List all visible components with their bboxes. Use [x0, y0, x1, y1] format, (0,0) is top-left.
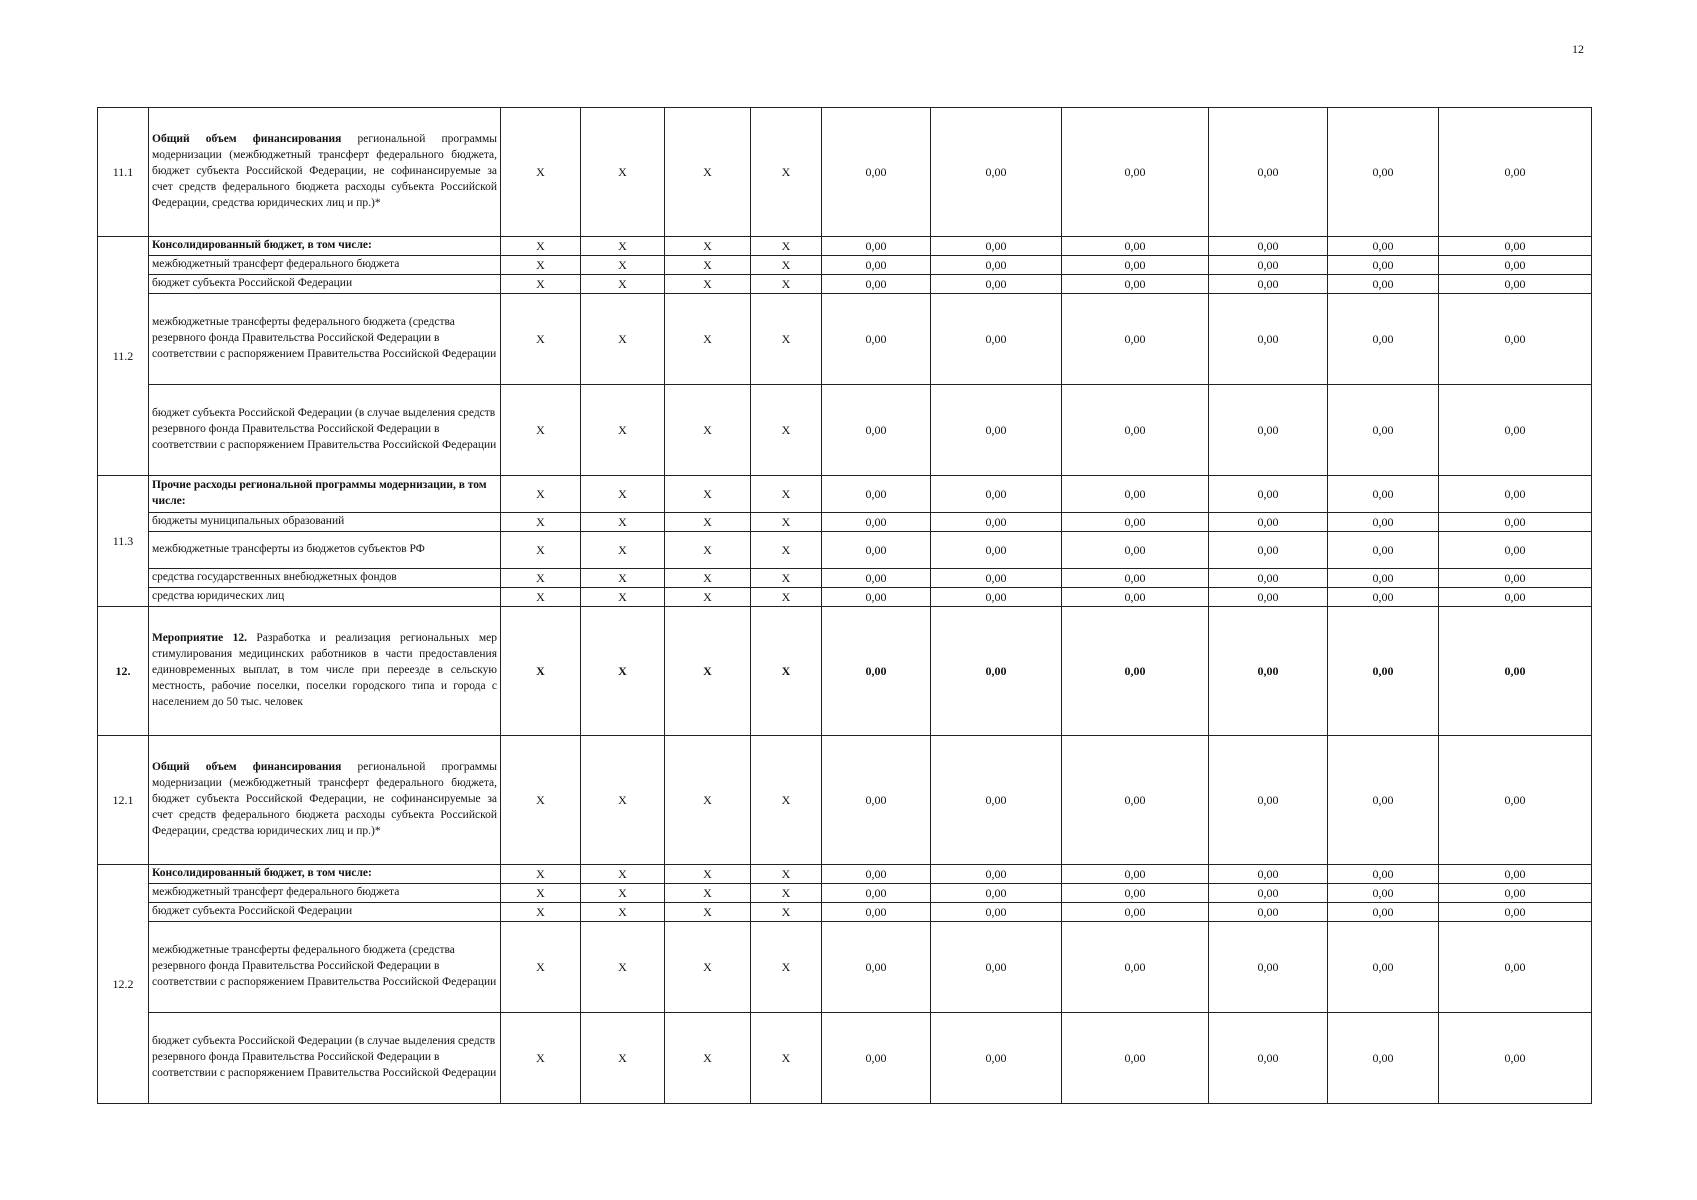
x-cell: X: [581, 385, 665, 476]
x-cell: X: [665, 903, 751, 922]
amount-cell: 0,00: [1209, 736, 1328, 865]
description-cell: [149, 865, 501, 884]
table-body: [98, 108, 1592, 1104]
description-lead: Мероприятие 12.: [152, 632, 247, 645]
description-cell: [149, 569, 501, 588]
x-cell: X: [581, 922, 665, 1013]
table-row: [98, 513, 1592, 532]
x-cell: X: [501, 865, 581, 884]
amount-cell: 0,00: [1328, 884, 1439, 903]
amount-cell: 0,00: [822, 588, 931, 607]
x-cell: X: [501, 513, 581, 532]
amount-cell: 0,00: [1209, 865, 1328, 884]
amount-cell: 0,00: [1062, 108, 1209, 237]
x-cell: X: [501, 476, 581, 513]
description-text: бюджет субъекта Российской Федерации: [152, 277, 353, 290]
amount-cell: 0,00: [1209, 513, 1328, 532]
x-cell: X: [581, 903, 665, 922]
row-number-cell: 12.: [98, 607, 149, 736]
amount-cell: 0,00: [1439, 865, 1592, 884]
amount-cell: 0,00: [1209, 476, 1328, 513]
amount-cell: 0,00: [822, 1013, 931, 1104]
amount-cell: 0,00: [931, 532, 1062, 569]
x-cell: X: [751, 607, 822, 736]
x-cell: X: [751, 903, 822, 922]
page-number: 12: [1572, 42, 1584, 56]
x-cell: X: [581, 607, 665, 736]
row-number-cell: 11.2: [98, 237, 149, 476]
amount-cell: 0,00: [1439, 476, 1592, 513]
amount-cell: 0,00: [931, 588, 1062, 607]
amount-cell: 0,00: [1209, 569, 1328, 588]
amount-cell: 0,00: [1328, 476, 1439, 513]
description-cell: [149, 1013, 501, 1104]
amount-cell: 0,00: [822, 476, 931, 513]
amount-cell: 0,00: [931, 237, 1062, 256]
x-cell: X: [665, 385, 751, 476]
description-text: бюджет субъекта Российской Федерации (в случае выделения средств резервного фонда Правительства Российской Федерации в соответствии с распоряжением Правительства Российской Федерации: [152, 1035, 497, 1079]
amount-cell: 0,00: [1328, 569, 1439, 588]
amount-cell: 0,00: [1328, 385, 1439, 476]
x-cell: X: [665, 237, 751, 256]
amount-cell: 0,00: [822, 569, 931, 588]
amount-cell: 0,00: [931, 736, 1062, 865]
amount-cell: 0,00: [1209, 922, 1328, 1013]
description-text: бюджет субъекта Российской Федерации: [152, 905, 353, 918]
amount-cell: 0,00: [931, 385, 1062, 476]
amount-cell: 0,00: [1439, 588, 1592, 607]
amount-cell: 0,00: [1328, 275, 1439, 294]
x-cell: X: [501, 275, 581, 294]
table-row: [98, 922, 1592, 1013]
x-cell: X: [665, 588, 751, 607]
amount-cell: 0,00: [1328, 1013, 1439, 1104]
x-cell: X: [665, 476, 751, 513]
amount-cell: 0,00: [1328, 256, 1439, 275]
table-row: [98, 865, 1592, 884]
description-text: бюджеты муниципальных образований: [152, 515, 345, 528]
description-cell: [149, 294, 501, 385]
description-cell: [149, 513, 501, 532]
amount-cell: 0,00: [1062, 294, 1209, 385]
amount-cell: 0,00: [1209, 588, 1328, 607]
amount-cell: 0,00: [1062, 884, 1209, 903]
x-cell: X: [751, 294, 822, 385]
x-cell: X: [581, 237, 665, 256]
financing-table: [97, 107, 1592, 1104]
x-cell: X: [665, 294, 751, 385]
x-cell: X: [665, 569, 751, 588]
amount-cell: 0,00: [1328, 922, 1439, 1013]
amount-cell: 0,00: [822, 294, 931, 385]
description-cell: [149, 108, 501, 237]
x-cell: X: [665, 513, 751, 532]
x-cell: X: [581, 513, 665, 532]
amount-cell: 0,00: [931, 903, 1062, 922]
x-cell: X: [665, 922, 751, 1013]
amount-cell: 0,00: [1209, 237, 1328, 256]
x-cell: X: [751, 256, 822, 275]
amount-cell: 0,00: [1062, 476, 1209, 513]
amount-cell: 0,00: [931, 476, 1062, 513]
table-row: [98, 385, 1592, 476]
amount-cell: 0,00: [822, 532, 931, 569]
description-cell: [149, 588, 501, 607]
amount-cell: 0,00: [1062, 256, 1209, 275]
amount-cell: 0,00: [931, 513, 1062, 532]
x-cell: X: [501, 569, 581, 588]
x-cell: X: [581, 736, 665, 865]
amount-cell: 0,00: [1062, 569, 1209, 588]
amount-cell: 0,00: [822, 922, 931, 1013]
amount-cell: 0,00: [1209, 903, 1328, 922]
amount-cell: 0,00: [931, 1013, 1062, 1104]
description-text: региональной программы модернизации (межбюджетный трансферт федерального бюджета, бюджет субъекта Российской Федерации, не софинансируемые за счет средств федерального бюджета расходы субъекта Российской Федерации, средства юридических лиц и пр.)*: [152, 133, 498, 209]
amount-cell: 0,00: [931, 569, 1062, 588]
amount-cell: 0,00: [931, 256, 1062, 275]
x-cell: X: [581, 569, 665, 588]
description-text: межбюджетный трансферт федерального бюджета: [152, 886, 400, 899]
amount-cell: 0,00: [1062, 275, 1209, 294]
x-cell: X: [751, 736, 822, 865]
amount-cell: 0,00: [1439, 513, 1592, 532]
amount-cell: 0,00: [1439, 903, 1592, 922]
description-text: межбюджетные трансферты из бюджетов субъектов РФ: [152, 543, 425, 556]
amount-cell: 0,00: [1439, 569, 1592, 588]
x-cell: X: [581, 865, 665, 884]
x-cell: X: [665, 256, 751, 275]
amount-cell: 0,00: [1062, 588, 1209, 607]
x-cell: X: [581, 275, 665, 294]
amount-cell: 0,00: [1328, 237, 1439, 256]
amount-cell: 0,00: [1328, 865, 1439, 884]
table-row: [98, 476, 1592, 513]
x-cell: X: [751, 275, 822, 294]
table-row: [98, 275, 1592, 294]
x-cell: X: [751, 1013, 822, 1104]
amount-cell: 0,00: [1209, 1013, 1328, 1104]
row-number-cell: 12.2: [98, 865, 149, 1104]
x-cell: X: [501, 237, 581, 256]
amount-cell: 0,00: [1209, 108, 1328, 237]
amount-cell: 0,00: [1328, 588, 1439, 607]
amount-cell: 0,00: [931, 884, 1062, 903]
amount-cell: 0,00: [822, 607, 931, 736]
x-cell: X: [665, 736, 751, 865]
x-cell: X: [581, 532, 665, 569]
amount-cell: 0,00: [1439, 275, 1592, 294]
description-cell: [149, 903, 501, 922]
amount-cell: 0,00: [931, 865, 1062, 884]
amount-cell: 0,00: [1328, 903, 1439, 922]
x-cell: X: [501, 922, 581, 1013]
amount-cell: 0,00: [1439, 922, 1592, 1013]
amount-cell: 0,00: [1328, 513, 1439, 532]
x-cell: X: [665, 884, 751, 903]
table-row: [98, 1013, 1592, 1104]
amount-cell: 0,00: [1062, 736, 1209, 865]
amount-cell: 0,00: [1062, 922, 1209, 1013]
amount-cell: 0,00: [1062, 607, 1209, 736]
table-row: [98, 569, 1592, 588]
x-cell: X: [501, 1013, 581, 1104]
amount-cell: 0,00: [822, 903, 931, 922]
amount-cell: 0,00: [822, 108, 931, 237]
description-cell: [149, 476, 501, 513]
x-cell: X: [581, 588, 665, 607]
x-cell: X: [501, 903, 581, 922]
amount-cell: 0,00: [1209, 532, 1328, 569]
description-cell: [149, 607, 501, 736]
description-lead: Прочие расходы региональной программы модернизации, в том числе:: [152, 479, 487, 507]
description-cell: [149, 275, 501, 294]
description-lead: Общий объем финансирования: [152, 761, 342, 774]
amount-cell: 0,00: [1439, 256, 1592, 275]
x-cell: X: [501, 108, 581, 237]
x-cell: X: [751, 569, 822, 588]
amount-cell: 0,00: [822, 865, 931, 884]
amount-cell: 0,00: [1062, 513, 1209, 532]
amount-cell: 0,00: [931, 108, 1062, 237]
x-cell: X: [665, 607, 751, 736]
x-cell: X: [751, 922, 822, 1013]
amount-cell: 0,00: [822, 513, 931, 532]
x-cell: X: [581, 256, 665, 275]
table-row: [98, 884, 1592, 903]
x-cell: X: [751, 108, 822, 237]
description-lead: Консолидированный бюджет, в том числе:: [152, 239, 372, 252]
table-row: [98, 256, 1592, 275]
table-row: [98, 588, 1592, 607]
x-cell: X: [751, 385, 822, 476]
table-row: [98, 237, 1592, 256]
row-number-cell: 11.3: [98, 476, 149, 607]
amount-cell: 0,00: [822, 884, 931, 903]
amount-cell: 0,00: [1439, 1013, 1592, 1104]
description-cell: [149, 922, 501, 1013]
description-lead: Консолидированный бюджет, в том числе:: [152, 867, 372, 880]
amount-cell: 0,00: [931, 294, 1062, 385]
table-row: [98, 736, 1592, 865]
amount-cell: 0,00: [931, 607, 1062, 736]
x-cell: X: [665, 865, 751, 884]
amount-cell: 0,00: [822, 385, 931, 476]
row-number-cell: 12.1: [98, 736, 149, 865]
amount-cell: 0,00: [1328, 607, 1439, 736]
description-text: межбюджетные трансферты федерального бюджета (средства резервного фонда Правительства Российской Федерации в соответствии с распоряжением Правительства Российской Федерации: [152, 944, 497, 988]
amount-cell: 0,00: [1439, 607, 1592, 736]
x-cell: X: [501, 607, 581, 736]
amount-cell: 0,00: [931, 275, 1062, 294]
x-cell: X: [581, 108, 665, 237]
x-cell: X: [501, 588, 581, 607]
x-cell: X: [751, 865, 822, 884]
x-cell: X: [751, 476, 822, 513]
amount-cell: 0,00: [1062, 903, 1209, 922]
amount-cell: 0,00: [822, 736, 931, 865]
x-cell: X: [581, 884, 665, 903]
amount-cell: 0,00: [1328, 532, 1439, 569]
x-cell: X: [665, 532, 751, 569]
amount-cell: 0,00: [1209, 256, 1328, 275]
amount-cell: 0,00: [1209, 294, 1328, 385]
description-text: межбюджетные трансферты федерального бюджета (средства резервного фонда Правительства Российской Федерации в соответствии с распоряжением Правительства Российской Федерации: [152, 316, 497, 360]
amount-cell: 0,00: [1439, 736, 1592, 865]
description-cell: [149, 385, 501, 476]
table-row: [98, 607, 1592, 736]
x-cell: X: [751, 532, 822, 569]
x-cell: X: [501, 385, 581, 476]
amount-cell: 0,00: [1062, 385, 1209, 476]
amount-cell: 0,00: [1062, 1013, 1209, 1104]
description-lead: Общий объем финансирования: [152, 133, 342, 146]
amount-cell: 0,00: [1439, 884, 1592, 903]
description-cell: [149, 237, 501, 256]
amount-cell: 0,00: [1439, 294, 1592, 385]
x-cell: X: [751, 884, 822, 903]
x-cell: X: [581, 476, 665, 513]
description-text: Разработка и реализация региональных мер стимулирования медицинских работников в части предоставления единовременных выплат, в том числе при переезде в сельскую местность, рабочие поселки, поселки городского типа и города с населением до 50 тыс. человек: [152, 632, 498, 708]
row-number-cell: 11.1: [98, 108, 149, 237]
description-text: межбюджетный трансферт федерального бюджета: [152, 258, 400, 271]
table-row: [98, 903, 1592, 922]
amount-cell: 0,00: [1439, 385, 1592, 476]
amount-cell: 0,00: [1209, 275, 1328, 294]
description-text: региональной программы модернизации (межбюджетный трансферт федерального бюджета, бюджет субъекта Российской Федерации, не софинансируемые за счет средств федерального бюджета расходы субъекта Российской Федерации, средства юридических лиц и пр.)*: [152, 761, 498, 837]
amount-cell: 0,00: [1328, 294, 1439, 385]
table-row: [98, 532, 1592, 569]
table-row: [98, 108, 1592, 237]
x-cell: X: [501, 294, 581, 385]
amount-cell: 0,00: [1209, 385, 1328, 476]
x-cell: X: [751, 588, 822, 607]
amount-cell: 0,00: [822, 256, 931, 275]
amount-cell: 0,00: [822, 237, 931, 256]
amount-cell: 0,00: [1439, 532, 1592, 569]
amount-cell: 0,00: [1439, 237, 1592, 256]
description-cell: [149, 884, 501, 903]
description-cell: [149, 736, 501, 865]
x-cell: X: [501, 884, 581, 903]
x-cell: X: [665, 275, 751, 294]
amount-cell: 0,00: [1209, 884, 1328, 903]
description-text: средства государственных внебюджетных фондов: [152, 571, 397, 584]
x-cell: X: [581, 1013, 665, 1104]
x-cell: X: [501, 532, 581, 569]
amount-cell: 0,00: [1328, 736, 1439, 865]
amount-cell: 0,00: [1209, 607, 1328, 736]
x-cell: X: [751, 513, 822, 532]
x-cell: X: [665, 1013, 751, 1104]
amount-cell: 0,00: [1062, 865, 1209, 884]
x-cell: X: [581, 294, 665, 385]
amount-cell: 0,00: [931, 922, 1062, 1013]
x-cell: X: [501, 736, 581, 865]
amount-cell: 0,00: [1328, 108, 1439, 237]
amount-cell: 0,00: [1439, 108, 1592, 237]
amount-cell: 0,00: [1062, 532, 1209, 569]
amount-cell: 0,00: [1062, 237, 1209, 256]
table-row: [98, 294, 1592, 385]
description-text: средства юридических лиц: [152, 590, 285, 603]
x-cell: X: [501, 256, 581, 275]
description-text: бюджет субъекта Российской Федерации (в случае выделения средств резервного фонда Правительства Российской Федерации в соответствии с распоряжением Правительства Российской Федерации: [152, 407, 497, 451]
description-cell: [149, 532, 501, 569]
amount-cell: 0,00: [822, 275, 931, 294]
description-cell: [149, 256, 501, 275]
x-cell: X: [665, 108, 751, 237]
x-cell: X: [751, 237, 822, 256]
